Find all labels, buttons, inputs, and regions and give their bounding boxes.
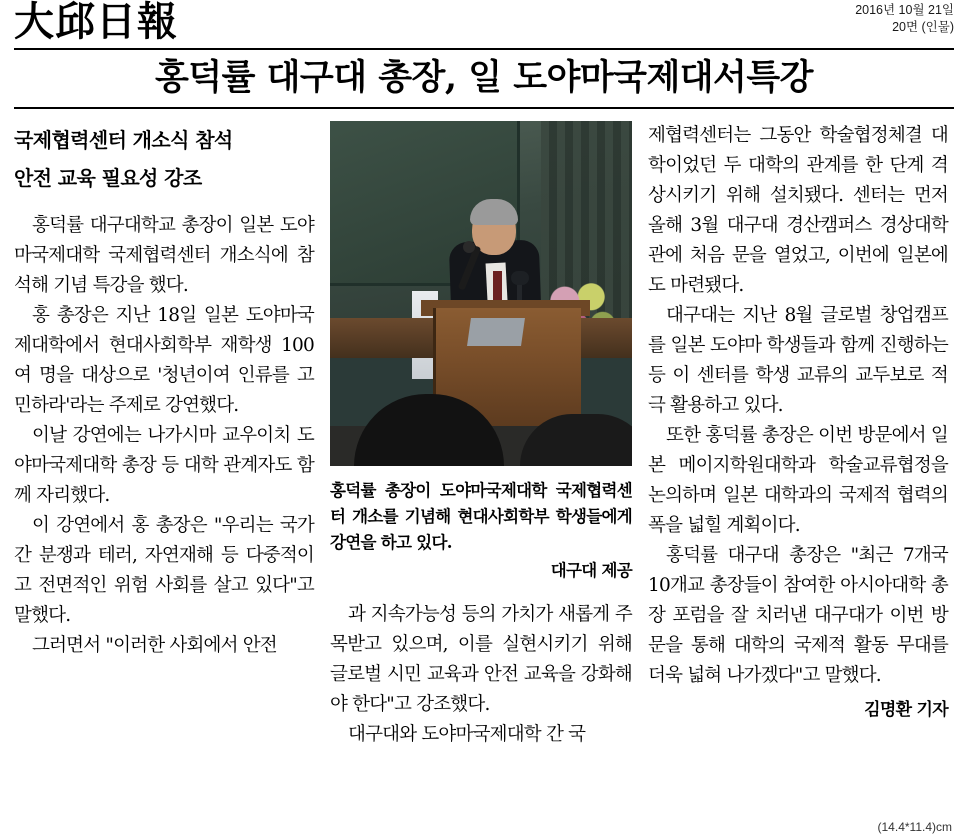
article-headline: 홍덕률 대구대 총장, 일 도야마국제대서특강 xyxy=(154,57,813,98)
issue-date xyxy=(855,2,954,36)
paragraph: 대구대는 지난 8월 글로벌 창업캠프를 일본 도야마 학생들과 함께 진행하는 등 이 센터를 학생 교류의 교두보로 적극 활용하고 있다. xyxy=(648,305,948,416)
article-byline: 김명환 기자 xyxy=(864,700,948,720)
photo-credit: 대구대 제공 xyxy=(550,561,632,580)
paragraph: 이날 강연에는 나가시마 교우이치 도야마국제대학 총장 등 대학 관계자도 함께 자리했다. xyxy=(14,425,314,506)
column-middle-text xyxy=(330,600,632,750)
clipping-size-note: (14.4*11.4)cm xyxy=(877,820,952,834)
masthead xyxy=(14,0,954,46)
subheadline-line2: 안전 교육 필요성 강조 xyxy=(14,166,202,190)
article-body xyxy=(14,121,954,750)
paragraph: 홍덕률 대구대학교 총장이 일본 도야마국제대학 국제협력센터 개소식에 참석해 기념 특강을 했다. xyxy=(14,215,314,296)
photo-mic-stand-top xyxy=(511,271,529,285)
paragraph: 홍 총장은 지난 18일 일본 도야마국제대학에서 현대사회학부 재학생 100여 명을 대상으로 '청년이여 인류를 고민하라'라는 주제로 강연했다. xyxy=(14,305,314,416)
paragraph: 과 지속가능성 등의 가치가 새롭게 주목받고 있으며, 이를 실현시키기 위해 글로벌 시민 교육과 안전 교육을 강화해야 한다"고 강조했다. xyxy=(330,604,632,715)
paragraph: 제협력센터는 그동안 학술협정체결 대학이었던 두 대학의 관계를 한 단계 격상시키기 위해 설치됐다. 센터는 먼저 올해 3월 대구대 경산캠퍼스 경상대학관에 처음 문을 열었고, 이번에 일본에도 마련됐다. xyxy=(648,125,948,296)
column-right xyxy=(648,121,948,750)
subheadline-line1: 국제협력센터 개소식 참석 xyxy=(14,128,233,152)
photo-microphone-head xyxy=(463,241,475,253)
paragraph: 홍덕률 대구대 총장은 "최근 7개국 10개교 총장들이 참여한 아시아대학 총장 포럼을 잘 치러낸 대구대가 이번 방문을 통해 대학의 국제적 활동 무대를 더욱 넓혀 나가겠다"고 말했다. xyxy=(648,545,948,686)
paragraph: 이 강연에서 홍 총장은 "우리는 국가 간 분쟁과 테러, 자연재해 등 다중적이고 전면적인 위험 사회를 살고 있다"고 말했다. xyxy=(14,515,314,626)
paragraph: 또한 홍덕률 총장은 이번 방문에서 일본 메이지학원대학과 학술교류협정을 논의하며 일본 대학과의 국제적 협력의 폭을 넓힐 계획이다. xyxy=(648,425,948,536)
article-photo xyxy=(330,121,632,466)
issue-date-line1: 2016년 10월 21일 xyxy=(855,3,954,17)
column-left xyxy=(14,121,314,750)
headline-band xyxy=(14,48,954,109)
photo-laptop xyxy=(467,318,525,346)
paragraph: 대구대와 도야마국제대학 간 국 xyxy=(348,724,586,745)
photo-caption: 홍덕률 총장이 도야마국제대학 국제협력센터 개소를 기념해 현대사회학부 학생들에게 강연을 하고 있다. xyxy=(330,481,632,552)
column-middle xyxy=(330,121,632,750)
issue-page-section: 20면 (인물) xyxy=(892,20,954,34)
paragraph: 그러면서 "이러한 사회에서 안전 xyxy=(32,635,277,656)
photo-speaker-hair xyxy=(470,199,518,225)
newspaper-title: 大邱日報 xyxy=(14,0,178,45)
